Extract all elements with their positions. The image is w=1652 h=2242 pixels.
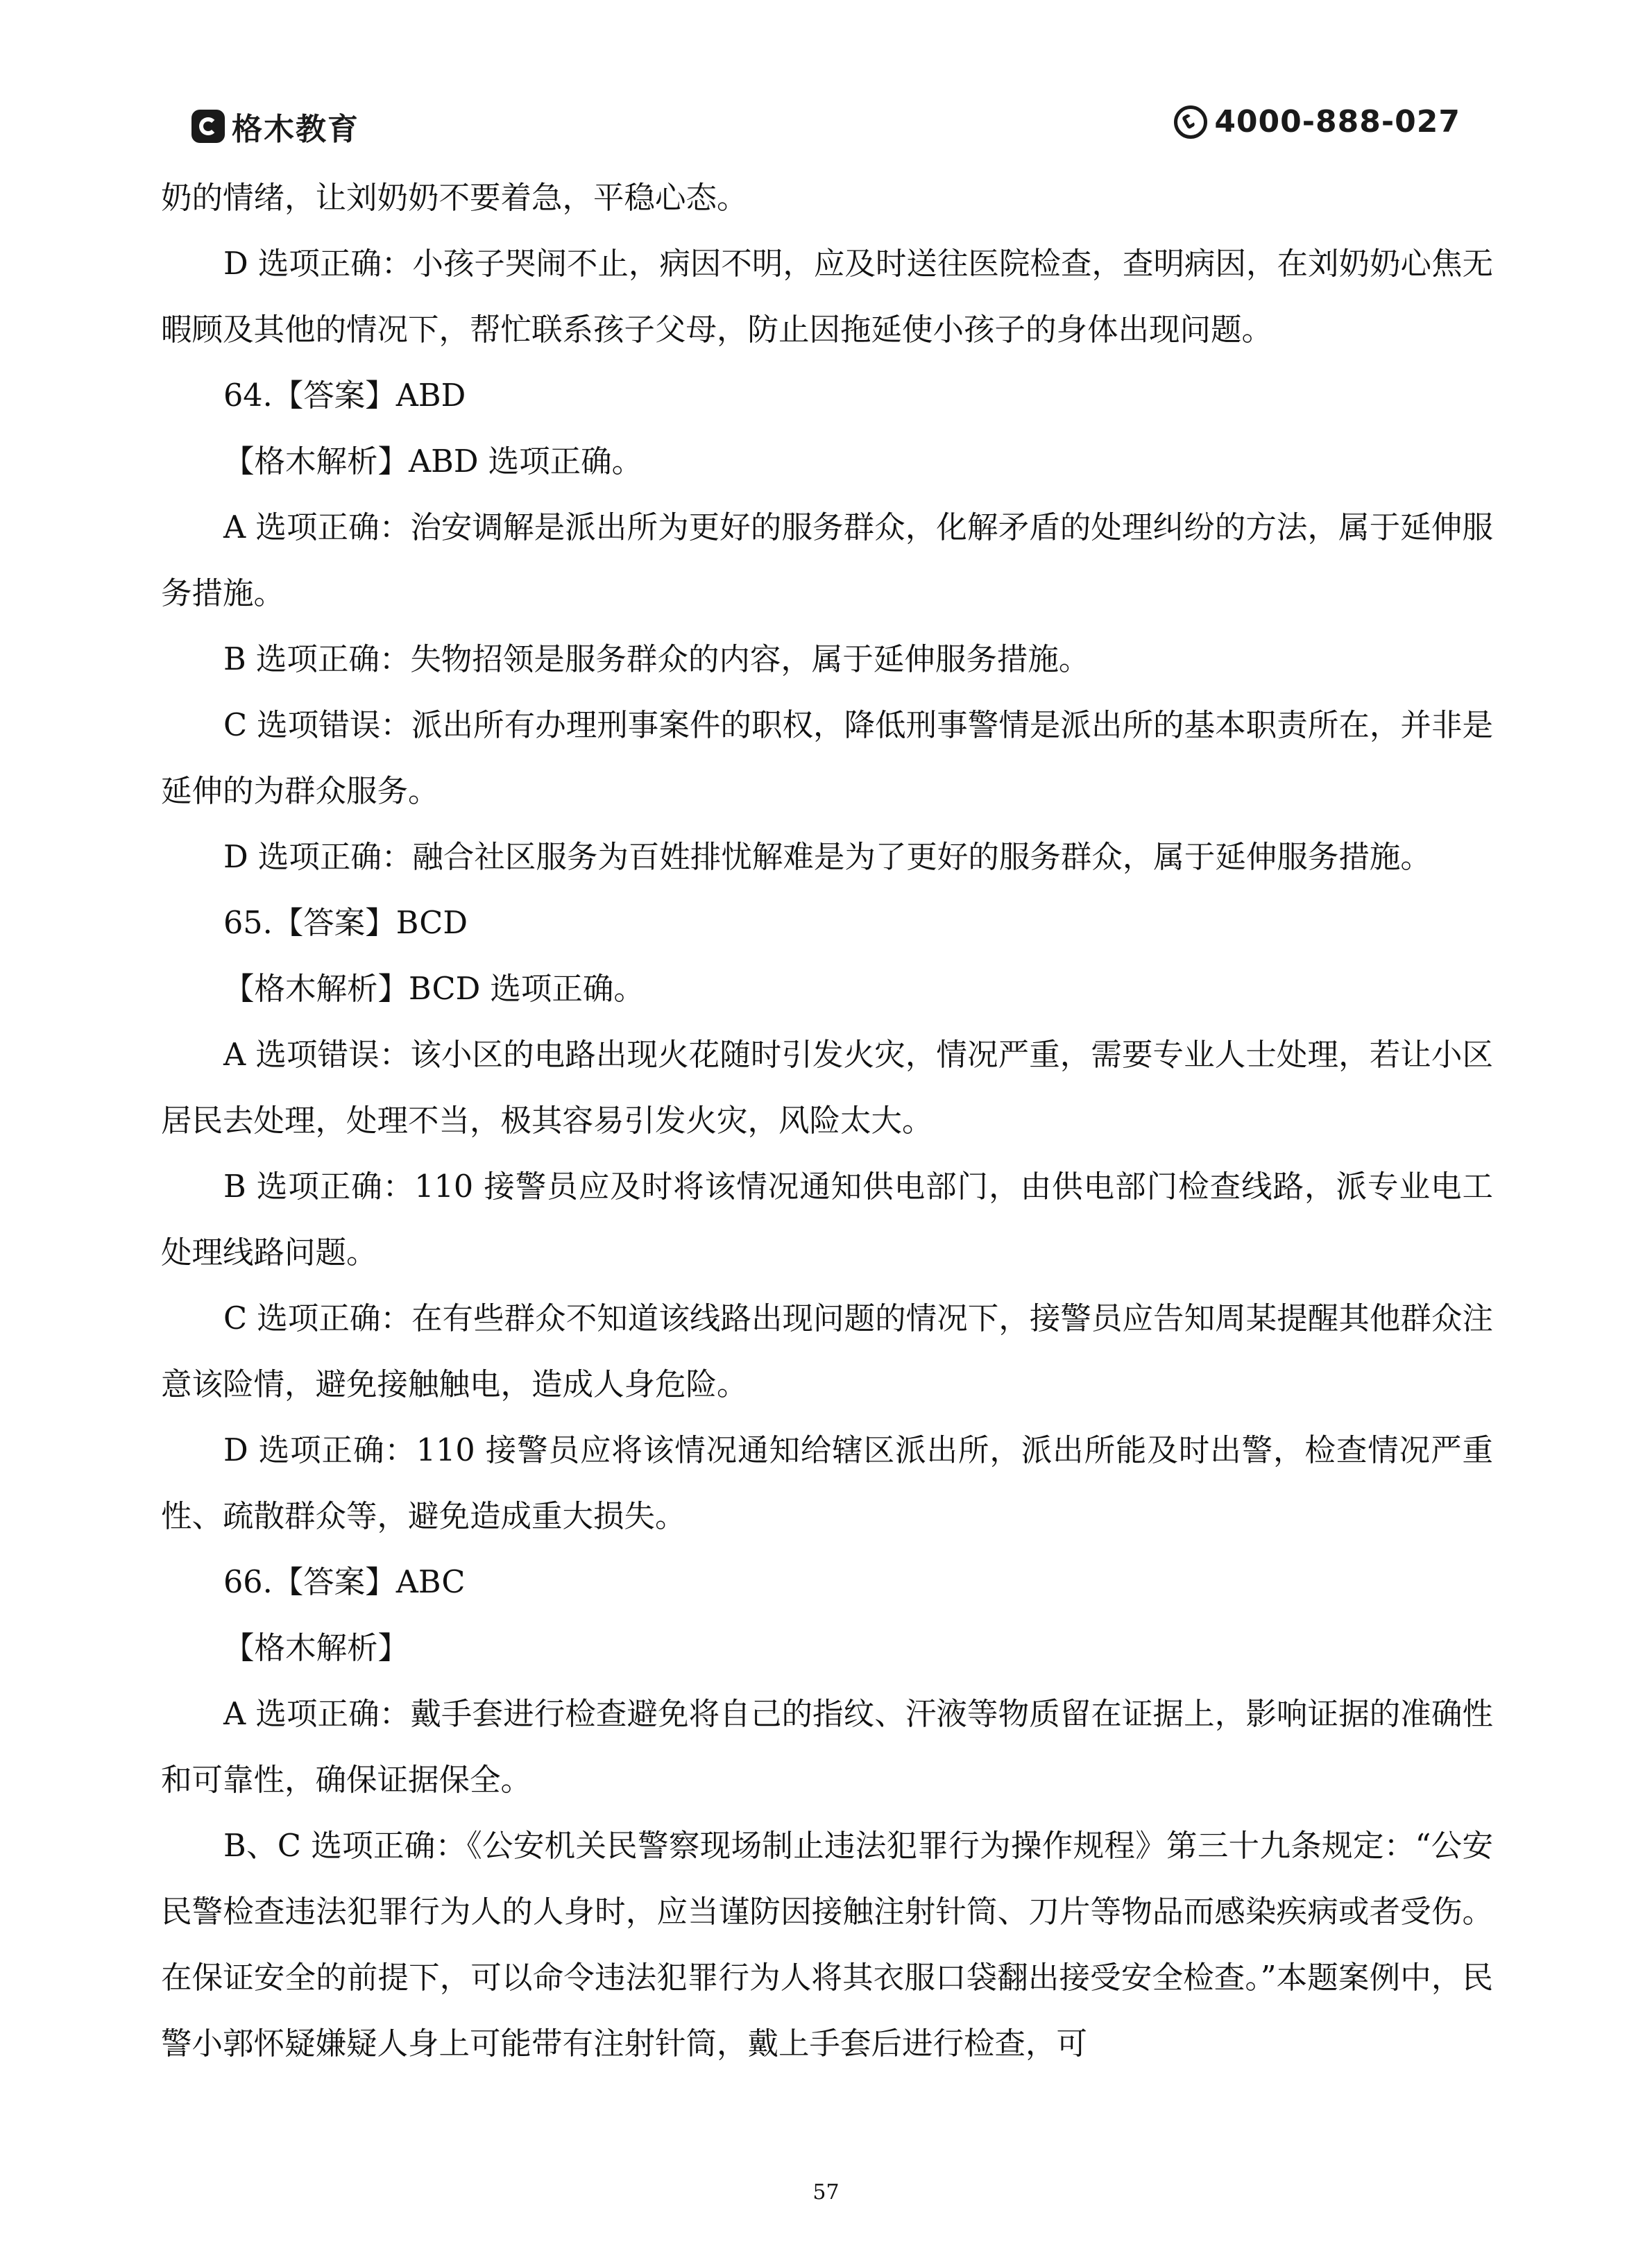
analysis-heading: 【格木解析】ABD 选项正确。: [223, 444, 643, 479]
analysis-heading: 【格木解析】: [223, 1631, 409, 1666]
paragraph: C 选项错误：派出所有办理刑事案件的职权，降低刑事警情是派出所的基本职责所在，并非是延伸的为群众服务。: [161, 708, 1493, 809]
paragraph: 奶的情绪，让刘奶奶不要着急，平稳心态。: [161, 180, 748, 216]
paragraph: D 选项正确：小孩子哭闹不止，病因不明，应及时送往医院检查，查明病因，在刘奶奶心焦无暇顾及其他的情况下，帮忙联系孩子父母，防止因拖延使小孩子的身体出现问题。: [161, 246, 1493, 348]
page-header: [191, 97, 1461, 153]
paragraph: D 选项正确：110 接警员应将该情况通知给辖区派出所，派出所能及时出警，检查情况严重性、疏散群众等，避免造成重大损失。: [161, 1433, 1493, 1534]
brand-logo-icon: [191, 110, 225, 143]
paragraph: B、C 选项正确：《公安机关民警察现场制止违法犯罪行为操作规程》第三十九条规定：“公安民警检查违法犯罪行为人的人身时，应当谨防因接触注射针筒、刀片等物品而感染疾病或者受伤。在保证安全的前提下，可以命令违法犯罪行为人将其衣服口袋翻出接受安全检查。”本题案例中，民警小郭怀疑嫌疑人身上可能带有注射针筒，戴上手套后进行检查，可: [161, 1828, 1493, 2062]
answer-heading: 64.【答案】ABD: [223, 378, 466, 414]
brand-logo-text: 格木教育: [232, 112, 359, 147]
paragraph: A 选项错误：该小区的电路出现火花随时引发火灾，情况严重，需要专业人士处理，若让小区居民去处理，处理不当，极其容易引发火灾，风险太大。: [161, 1037, 1493, 1139]
paragraph: A 选项正确：戴手套进行检查避免将自己的指纹、汗液等物质留在证据上，影响证据的准确性和可靠性，确保证据保全。: [161, 1697, 1493, 1798]
paragraph: B 选项正确：失物招领是服务群众的内容，属于延伸服务措施。: [223, 642, 1090, 677]
brand-logo: [191, 104, 359, 148]
hotline: [1174, 104, 1461, 139]
paragraph: D 选项正确：融合社区服务为百姓排忧解难是为了更好的服务群众，属于延伸服务措施。: [223, 840, 1431, 875]
phone-icon: [1174, 105, 1207, 139]
paragraph: C 选项正确：在有些群众不知道该线路出现问题的情况下，接警员应告知周某提醒其他群众注意该险情，避免接触触电，造成人身危险。: [161, 1301, 1493, 1402]
answer-heading: 65.【答案】BCD: [223, 906, 468, 941]
paragraph: A 选项正确：治安调解是派出所为更好的服务群众，化解矛盾的处理纠纷的方法，属于延伸服务措施。: [161, 510, 1493, 611]
answer-heading: 66.【答案】ABC: [223, 1565, 466, 1600]
page-number: 57: [812, 2180, 840, 2205]
analysis-heading: 【格木解析】BCD 选项正确。: [223, 971, 645, 1007]
page-body: [161, 165, 1493, 2077]
hotline-number: 4000-888-027: [1214, 104, 1461, 139]
paragraph: B 选项正确：110 接警员应及时将该情况通知供电部门，由供电部门检查线路，派专业电工处理线路问题。: [161, 1169, 1493, 1271]
